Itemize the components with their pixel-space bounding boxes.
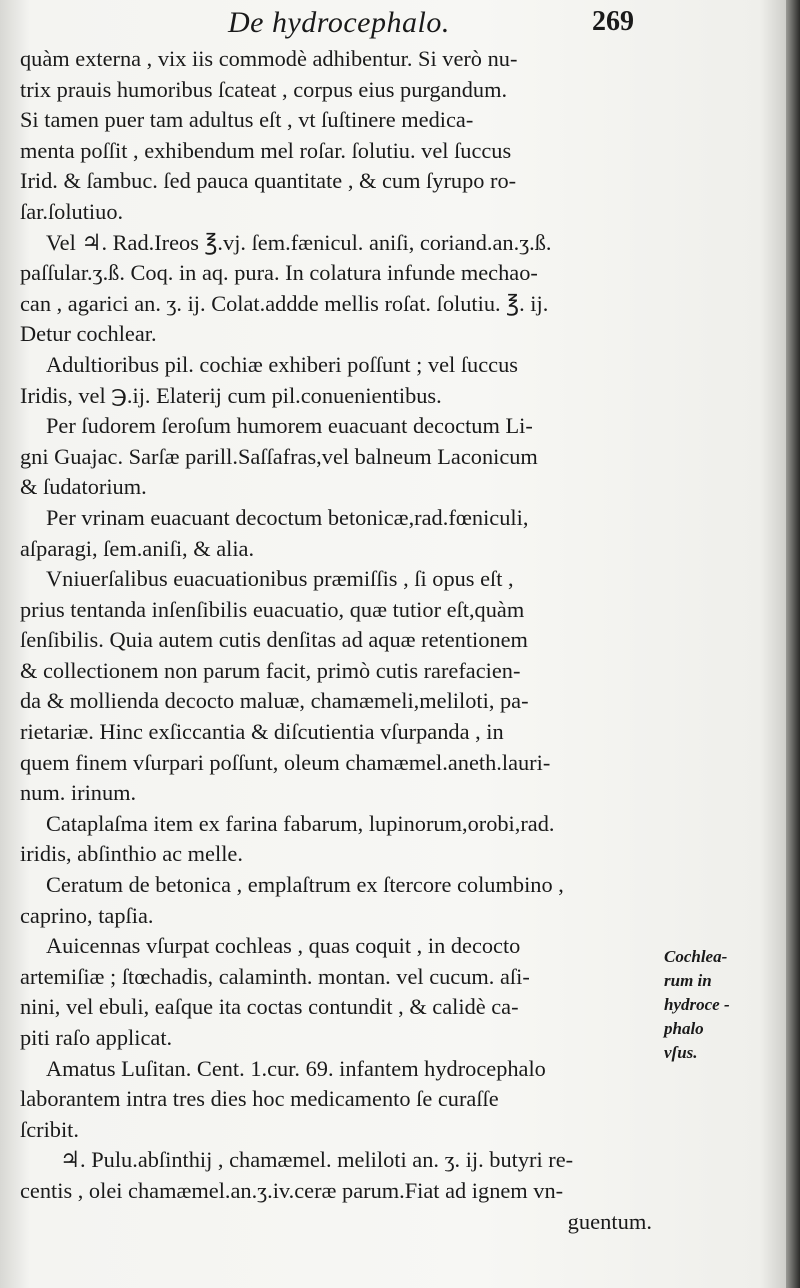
body-text bbox=[20, 44, 660, 1237]
text-line: Vel ♃. Rad.Ireos ℥.vj. ſem.fænicul. aniſi, coriand.an.ʒ.ß. bbox=[46, 229, 552, 255]
margin-note-line: Cochlea- bbox=[664, 947, 728, 966]
text-line: da & mollienda decocto maluæ, chamæmeli,meliloti, pa- bbox=[20, 688, 529, 714]
text-line: ♃. Pulu.abſinthij , chamæmel. meliloti an. ʒ. ij. butyri re- bbox=[60, 1147, 574, 1173]
margin-note-line: hydroce - bbox=[664, 995, 730, 1014]
text-line: ſar.ſolutiuo. bbox=[20, 198, 124, 224]
margin-note-line: rum in bbox=[664, 971, 712, 990]
text-line: ſenſibilis. Quia autem cutis denſitas ad aquæ retentionem bbox=[20, 627, 528, 653]
text-line: rietariæ. Hinc exſiccantia & diſcutientia vſurpanda , in bbox=[20, 719, 504, 745]
text-line: Vniuerſalibus euacuationibus præmiſſis , ſi opus eſt , bbox=[46, 566, 514, 592]
text-line: piti raſo applicat. bbox=[20, 1025, 173, 1050]
text-line: paſſular.ʒ.ß. Coq. in aq. pura. In colatura infunde mechao- bbox=[20, 260, 538, 286]
text-line: Iridis, vel ℈.ij. Elaterij cum pil.conuenientibus. bbox=[20, 382, 442, 408]
running-title: De hydrocephalo. bbox=[228, 6, 450, 39]
text-line: Per ſudorem ſeroſum humorem euacuant decoctum Li- bbox=[46, 413, 533, 439]
text-line: Auicennas vſurpat cochleas , quas coquit , in decocto bbox=[46, 933, 521, 959]
text-line: & collectionem non parum facit, primò cutis rarefacien- bbox=[20, 657, 521, 683]
margin-note-line: phalo bbox=[664, 1019, 704, 1038]
text-line: quem finem vſurpari poſſunt, oleum chamæmel.aneth.lauri- bbox=[20, 749, 551, 775]
text-line: artemiſiæ ; ſtœchadis, calaminth. montan. vel cucum. aſi- bbox=[20, 963, 530, 989]
text-line: can , agarici an. ʒ. ij. Colat.addde mellis roſat. ſolutiu. ℥. ij. bbox=[20, 290, 549, 316]
margin-note-line: vſus. bbox=[664, 1043, 698, 1062]
text-line: num. irinum. bbox=[20, 780, 137, 806]
text-line: Irid. & ſambuc. ſed pauca quantitate , & cum ſyrupo ro- bbox=[20, 168, 517, 194]
text-line: caprino, tapſia. bbox=[20, 902, 154, 928]
text-line: iridis, abſinthio ac melle. bbox=[20, 841, 243, 867]
text-line: menta poſſit , exhibendum mel roſar. ſolutiu. vel ſuccus bbox=[20, 137, 512, 163]
page-header bbox=[0, 2, 800, 42]
text-line: & ſudatorium. bbox=[20, 474, 147, 500]
margin-note bbox=[664, 945, 774, 1065]
text-line: trix prauis humoribus ſcateat , corpus eius purgandum. bbox=[20, 76, 508, 102]
text-line: Adultioribus pil. cochiæ exhiberi poſſunt ; vel ſuccus bbox=[46, 351, 518, 377]
text-line: guentum. bbox=[567, 1208, 652, 1234]
text-line: Ceratum de betonica , emplaſtrum ex ſtercore columbino , bbox=[46, 872, 564, 898]
text-line: ſcribit. bbox=[20, 1116, 79, 1142]
page-number: 269 bbox=[592, 6, 634, 37]
text-line: gni Guajac. Sarſæ parill.Saſſafras,vel balneum Laconicum bbox=[20, 443, 538, 469]
text-line: Cataplaſma item ex farina fabarum, lupinorum,orobi,rad. bbox=[46, 810, 555, 836]
text-line: laborantem intra tres dies hoc medicamento ſe curaſſe bbox=[20, 1086, 499, 1112]
page-edge-shadow bbox=[786, 0, 800, 1288]
text-line: Detur cochlear. bbox=[20, 321, 157, 347]
text-line: nini, vel ebuli, eaſque ita coctas contundit , & calidè ca- bbox=[20, 994, 519, 1020]
text-line: aſparagi, ſem.aniſi, & alia. bbox=[20, 535, 255, 561]
text-line: quàm externa , vix iis commodè adhibentur. Si verò nu- bbox=[20, 46, 518, 71]
text-line: Per vrinam euacuant decoctum betonicæ,rad.fœniculi, bbox=[46, 504, 529, 530]
text-line: prius tentanda inſenſibilis euacuatio, quæ tutior eſt,quàm bbox=[20, 596, 525, 622]
text-line: centis , olei chamæmel.an.ʒ.iv.ceræ parum.Fiat ad ignem vn- bbox=[20, 1177, 564, 1203]
text-line: Si tamen puer tam adultus eſt , vt ſuſtinere medica- bbox=[20, 107, 474, 133]
text-line: Amatus Luſitan. Cent. 1.cur. 69. infantem hydrocephalo bbox=[46, 1055, 546, 1081]
